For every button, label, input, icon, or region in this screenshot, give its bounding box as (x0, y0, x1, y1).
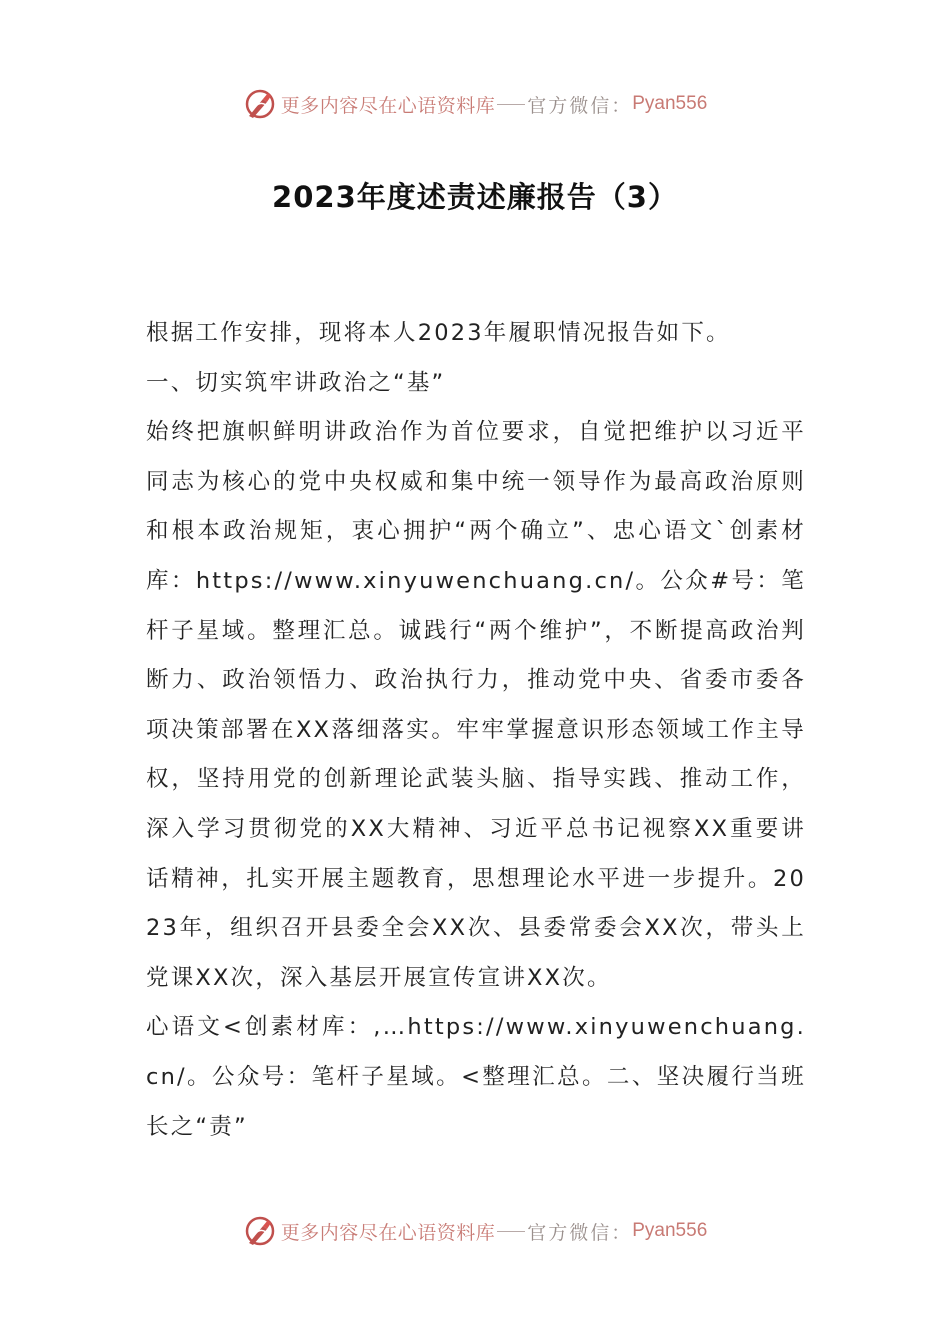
watermark-slogan: 更多内容尽在心语资料库 (280, 1221, 496, 1244)
watermark-contact-id: Pyan556 (632, 93, 708, 114)
watermark-contact-label: 官方微信： (527, 94, 633, 117)
document-title: 2023年度述责述廉报告（3） (272, 180, 678, 214)
watermark-contact-label: 官方微信： (527, 1221, 633, 1244)
watermark-divider (497, 104, 525, 105)
section-heading-1: 一、切实筑牢讲政治之“基” (146, 369, 446, 396)
footer-watermark (0, 1211, 950, 1251)
body-paragraph-intro: 根据工作安排，现将本人2023年履职情况报告如下。 (146, 320, 731, 346)
watermark-divider (497, 1231, 525, 1232)
pen-logo-icon (243, 87, 277, 121)
body-paragraph-section-1: 始终把旗帜鲜明讲政治作为首位要求，自觉把维护以习近平同志为核心的党中央权威和集中统一领导作为最高政治原则和根本政治规矩，衷心拥护“两个确立”、忠心语文`创素材库：https://www.xinyuwenchuang.cn/。公众#号：笔杆子星域。整理汇总。诚践行“两个维护”，不断提高政治判断力、政治领悟力、政治执行力，推动党中央、省委市委各项决策部署在XX落细落实。牢牢掌握意识形态领域工作主导权，坚持用党的创新理论武装头脑、指导实践、推动工作，深入学习贯彻党的XX大精神、习近平总书记视察XX重要讲话精神，扎实开展主题教育，思想理论水平进一步提升。2023年，组织召开县委全会XX次、县委常委会XX次，带头上党课XX次，深入基层开展宣传宣讲XX次。 (146, 419, 806, 991)
header-watermark (0, 84, 950, 124)
pen-logo-icon (243, 1214, 277, 1248)
document-body (146, 309, 806, 1152)
watermark-contact-id: Pyan556 (632, 1220, 708, 1241)
watermark-slogan: 更多内容尽在心语资料库 (280, 94, 496, 117)
body-paragraph-source-note: 心语文<创素材库：,…https://www.xinyuwenchuang.cn/。公众号：笔杆子星域。<整理汇总。二、坚决履行当班长之“责” (146, 1014, 806, 1140)
